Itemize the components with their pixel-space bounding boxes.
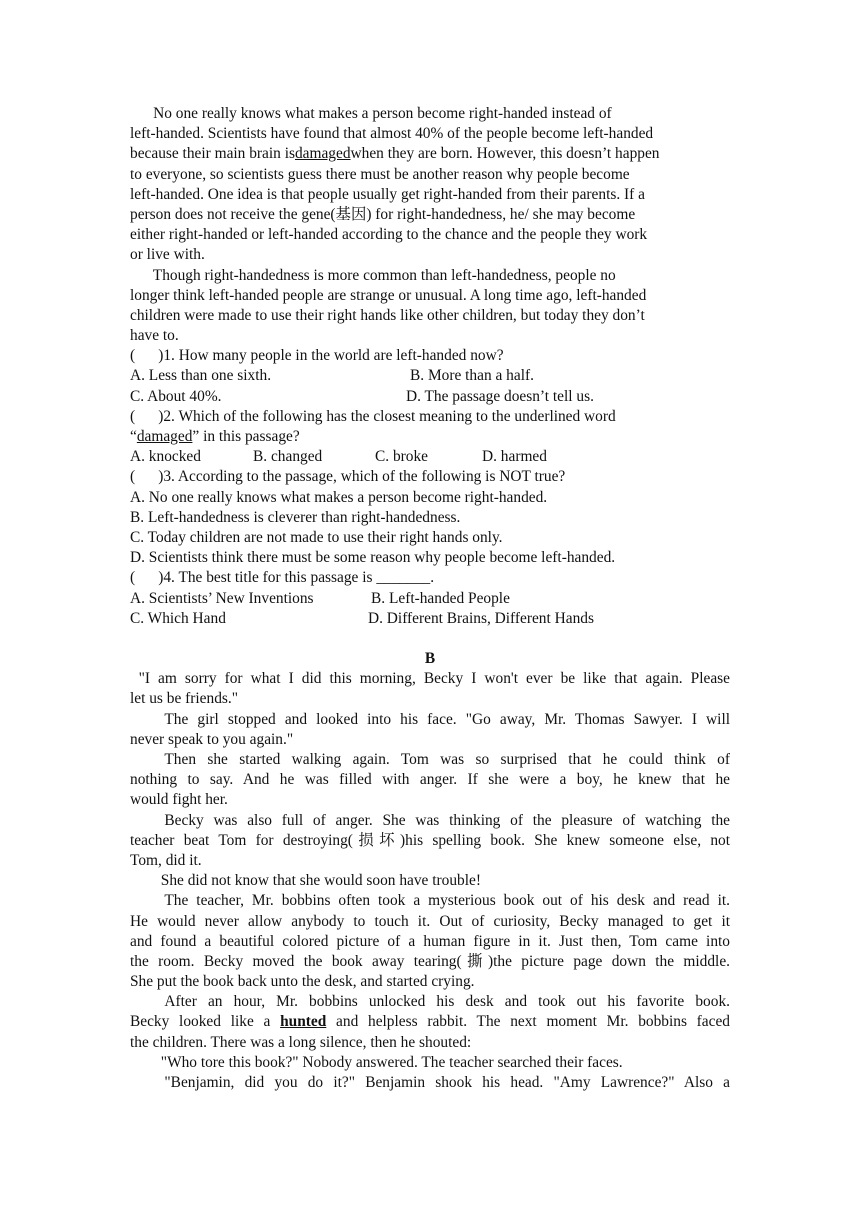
text-line: The girl stopped and looked into his face. "Go away, Mr. Thomas Sawyer. I will — [164, 710, 730, 728]
text-line: let us be friends." — [130, 690, 239, 708]
question-4-stem: ( )4. The best title for this passage is _______. — [130, 569, 435, 587]
text-line: Becky was also full of anger. She was thinking of the pleasure of watching the — [164, 811, 730, 829]
document-page — [130, 104, 730, 1093]
question-1-option-d[interactable]: D. The passage doesn’t tell us. — [406, 387, 594, 405]
question-4-option-d[interactable]: D. Different Brains, Different Hands — [368, 609, 594, 627]
question-3-option-a[interactable]: A. No one really knows what makes a person become right-handed. — [130, 488, 548, 506]
underlined-word-hunted: hunted — [280, 1013, 327, 1031]
question-3-option-c[interactable]: C. Today children are not made to use their right hands only. — [130, 528, 503, 546]
hunted-line-end: and helpless rabbit. The next moment Mr. bobbins faced — [326, 1013, 730, 1031]
passage-b-hunted-line — [130, 1012, 730, 1032]
text-run: because their main brain is — [130, 145, 295, 163]
text-line: the children. There was a long silence, then he shouted: — [130, 1033, 472, 1051]
open-quote: “ — [130, 428, 137, 445]
text-line: No one really knows what makes a person become right-handed instead of — [130, 105, 612, 122]
question-4-options-row-2 — [130, 609, 730, 629]
text-line: left-handed. One idea is that people usually get right-handed from their parents. If a — [130, 185, 645, 203]
question-2-stem-tail: ” in this passage? — [192, 428, 300, 445]
passage-a-paragraph-1 — [130, 104, 730, 266]
text-line: or live with. — [130, 246, 205, 264]
underlined-word-damaged: damaged — [136, 428, 193, 445]
text-line: nothing to say. And he was filled with anger. If she were a boy, he knew that he — [130, 771, 730, 789]
text-line: Tom, did it. — [130, 851, 202, 869]
question-3-option-d[interactable]: D. Scientists think there must be some reason why people become left-handed. — [130, 549, 616, 567]
text-line: She did not know that she would soon have trouble! — [130, 872, 481, 890]
question-4-option-b[interactable]: B. Left-handed People — [371, 589, 510, 607]
text-line: teacher beat Tom for destroying(损坏)his spelling book. She knew someone else, not — [130, 831, 730, 849]
text-line: The teacher, Mr. bobbins often took a mysterious book out of his desk and read it. — [164, 892, 730, 910]
question-4-option-a[interactable]: A. Scientists’ New Inventions — [130, 589, 314, 607]
hunted-line-start: Becky looked like a — [130, 1013, 281, 1031]
text-line: "Benjamin, did you do it?" Benjamin shook his head. "Amy Lawrence?" Also a — [164, 1074, 730, 1091]
question-2-stem-continued — [130, 427, 730, 447]
text-line: would fight her. — [130, 791, 228, 809]
passage-b-body — [130, 669, 730, 1012]
text-line: "I am sorry for what I did this morning, Becky I won't ever be like that again. Please — [138, 670, 730, 688]
text-run: when they are born. However, this doesn’t happen — [350, 145, 660, 163]
question-2-option-d[interactable]: D. harmed — [482, 448, 547, 466]
passage-b-body-continued — [130, 1033, 730, 1094]
question-1-options-row-1 — [130, 366, 730, 386]
text-line: have to. — [130, 327, 179, 345]
question-2-option-b[interactable]: B. changed — [253, 448, 323, 466]
passage-a-paragraph-2 — [130, 266, 730, 347]
question-3-option-b[interactable]: B. Left-handedness is cleverer than right-handedness. — [130, 508, 461, 526]
question-2-stem: ( )2. Which of the following has the closest meaning to the underlined word — [130, 407, 616, 425]
text-line: She put the book back unto the desk, and started crying. — [130, 973, 475, 991]
text-line: person does not receive the gene(基因) for right-handedness, he/ she may become — [130, 205, 636, 223]
question-4-options-row-1 — [130, 589, 730, 609]
text-line: and found a beautiful colored picture of a human figure in it. Just then, Tom came into — [130, 932, 730, 950]
text-line: "Who tore this book?" Nobody answered. The teacher searched their faces. — [130, 1053, 623, 1071]
question-1-option-b[interactable]: B. More than a half. — [410, 367, 534, 385]
text-line: the room. Becky moved the book away tearing(撕)the picture page down the middle. — [130, 952, 730, 970]
question-2-options-row — [130, 447, 730, 467]
text-line: Though right-handedness is more common than left-handedness, people no — [130, 266, 616, 284]
question-2-option-a[interactable]: A. knocked — [130, 448, 201, 466]
text-line: Then she started walking again. Tom was so surprised that he could think of — [164, 751, 730, 768]
question-1-option-c[interactable]: C. About 40%. — [130, 387, 222, 405]
text-line: After an hour, Mr. bobbins unlocked his desk and took out his favorite book. — [164, 993, 730, 1011]
text-line: He would never allow anybody to touch it. Out of curiosity, Becky managed to get it — [130, 912, 730, 930]
text-line: left-handed. Scientists have found that almost 40% of the people become left-handed — [130, 125, 654, 143]
text-line: children were made to use their right hands like other children, but today they don’t — [130, 306, 645, 324]
text-line: longer think left-handed people are strange or unusual. A long time ago, left-handed — [130, 286, 647, 304]
underlined-word-damaged: damaged — [294, 145, 351, 163]
question-3-stem: ( )3. According to the passage, which of the following is NOT true? — [130, 468, 566, 486]
question-1-stem: ( )1. How many people in the world are left-handed now? — [130, 347, 504, 365]
question-2-option-c[interactable]: C. broke — [375, 448, 429, 466]
passage-b-heading: B — [424, 650, 436, 668]
section-gap — [130, 629, 730, 649]
question-4-option-c[interactable]: C. Which Hand — [130, 609, 226, 627]
text-line: never speak to you again." — [130, 730, 294, 748]
question-1-options-row-2 — [130, 387, 730, 407]
question-1-option-a[interactable]: A. Less than one sixth. — [130, 367, 272, 385]
text-line — [130, 144, 730, 164]
text-line: either right-handed or left-handed according to the chance and the people they work — [130, 226, 648, 244]
text-line: to everyone, so scientists guess there must be another reason why people become — [130, 165, 630, 183]
